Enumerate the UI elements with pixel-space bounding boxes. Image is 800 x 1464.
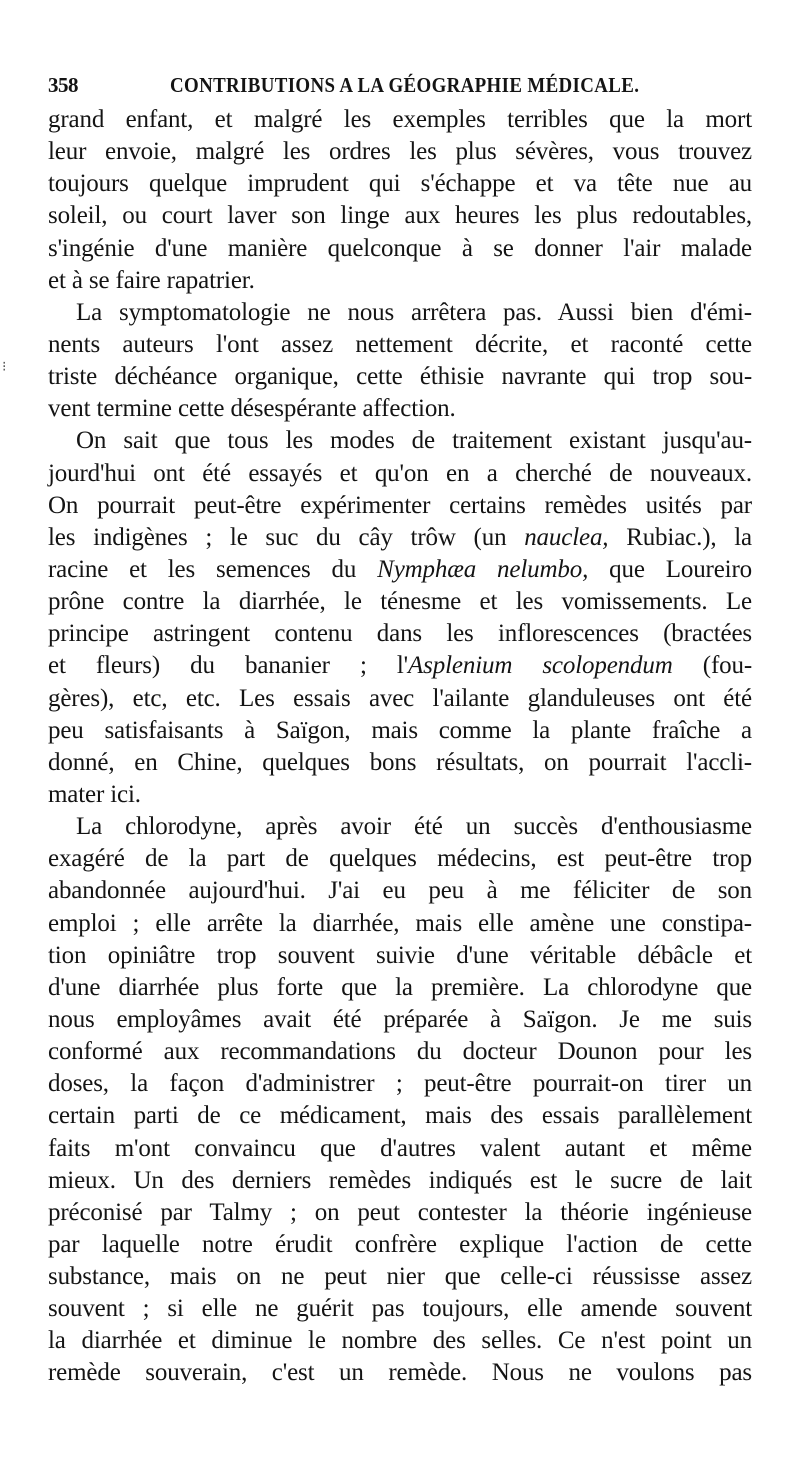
body-text — [48, 104, 752, 1390]
text-line: par laquelle notre érudit confrère explique l'action de cette — [48, 1230, 752, 1258]
text-segment: (fou- — [702, 652, 752, 680]
text-segment: racine et les semences du — [48, 555, 357, 583]
text-line: d'une diarrhée plus forte que la première. La chlorodyne que — [48, 973, 752, 1001]
text-line: souvent ; si elle ne guérit pas toujours, elle amende souvent — [48, 1295, 752, 1323]
margin-mark: ⁝ — [2, 360, 7, 375]
text-line: prône contre la diarrhée, le ténesme et les vomissements. Le — [48, 588, 752, 616]
text-line — [48, 554, 752, 586]
text-line: La symptomatologie ne nous arrêtera pas. Aussi bien d'émi- — [76, 298, 752, 326]
text-line: On sait que tous les modes de traitement existant jusqu'au- — [76, 427, 752, 455]
italic-term: Nymphæa nelumbo, — [377, 555, 589, 583]
text-line: leur envoie, malgré les ordres les plus sévères, vous trouvez — [48, 138, 752, 166]
text-line: s'ingénie d'une manière quelconque à se donner l'air malade — [48, 234, 752, 262]
text-line: et à se faire rapatrier. — [48, 266, 255, 294]
text-line: soleil, ou court laver son linge aux heures les plus redoutables, — [48, 202, 752, 230]
text-line: doses, la façon d'administrer ; peut-être pourrait-on tirer un — [48, 1070, 752, 1098]
text-line: mater ici. — [48, 780, 141, 808]
text-line — [48, 650, 752, 682]
running-title: CONTRIBUTIONS A LA GÉOGRAPHIE MÉDICALE. — [170, 73, 640, 97]
text-line: toujours quelque imprudent qui s'échappe et va tête nue au — [48, 170, 752, 198]
text-line: grand enfant, et malgré les exemples terribles que la mort — [48, 106, 752, 133]
text-line: certain parti de ce médicament, mais des essais parallèlement — [48, 1102, 752, 1130]
text-line: préconisé par Talmy ; on peut contester la théorie ingénieuse — [48, 1198, 752, 1226]
page-number: 358 — [48, 73, 78, 97]
text-line: La chlorodyne, après avoir été un succès d'enthousiasme — [76, 813, 752, 841]
text-line: nous employâmes avait été préparée à Saïgon. Je me suis — [48, 1005, 752, 1033]
text-line: vent termine cette désespérante affection. — [48, 395, 456, 423]
text-line: gères), etc, etc. Les essais avec l'ailante glanduleuses ont été — [48, 684, 752, 712]
text-segment: et fleurs) du bananier ; l' — [48, 652, 409, 680]
text-line: principe astringent contenu dans les inflorescences (bractées — [48, 620, 752, 648]
text-line: substance, mais on ne peut nier que celle-ci réussisse assez — [48, 1263, 752, 1291]
text-line: abandonnée aujourd'hui. J'ai eu peu à me féliciter de son — [48, 877, 752, 905]
italic-term: nauclea, — [524, 523, 609, 551]
italic-term: Asplenium scolopendum — [408, 652, 673, 680]
text-line — [48, 522, 752, 554]
text-line: mieux. Un des derniers remèdes indiqués est le sucre de lait — [48, 1166, 752, 1194]
text-line: faits m'ont convaincu que d'autres valent autant et même — [48, 1134, 752, 1162]
page-header — [48, 68, 752, 102]
text-line: emploi ; elle arrête la diarrhée, mais elle amène une constipa- — [48, 909, 752, 937]
text-line: peu satisfaisants à Saïgon, mais comme la plante fraîche a — [48, 716, 752, 744]
text-line: nents auteurs l'ont assez nettement décrite, et raconté cette — [48, 330, 752, 358]
text-line: On pourrait peut-être expérimenter certains remèdes usités par — [48, 491, 752, 519]
text-segment: les indigènes ; le suc du cây trôw (un — [48, 523, 507, 551]
text-line: remède souverain, c'est un remède. Nous ne voulons pas — [48, 1359, 752, 1387]
text-segment: que Loureiro — [609, 555, 752, 583]
text-line: la diarrhée et diminue le nombre des selles. Ce n'est point un — [48, 1327, 752, 1355]
text-line: exagéré de la part de quelques médecins, est peut-être trop — [48, 845, 752, 873]
text-segment: Rubiac.), la — [626, 523, 752, 551]
text-line: donné, en Chine, quelques bons résultats, on pourrait l'accli- — [48, 748, 752, 776]
text-line: triste déchéance organique, cette éthisie navrante qui trop sou- — [48, 363, 752, 391]
text-line: conformé aux recommandations du docteur Dounon pour les — [48, 1038, 752, 1066]
text-line: jourd'hui ont été essayés et qu'on en a cherché de nouveaux. — [48, 459, 752, 487]
text-line: tion opiniâtre trop souvent suivie d'une véritable débâcle et — [48, 941, 752, 969]
